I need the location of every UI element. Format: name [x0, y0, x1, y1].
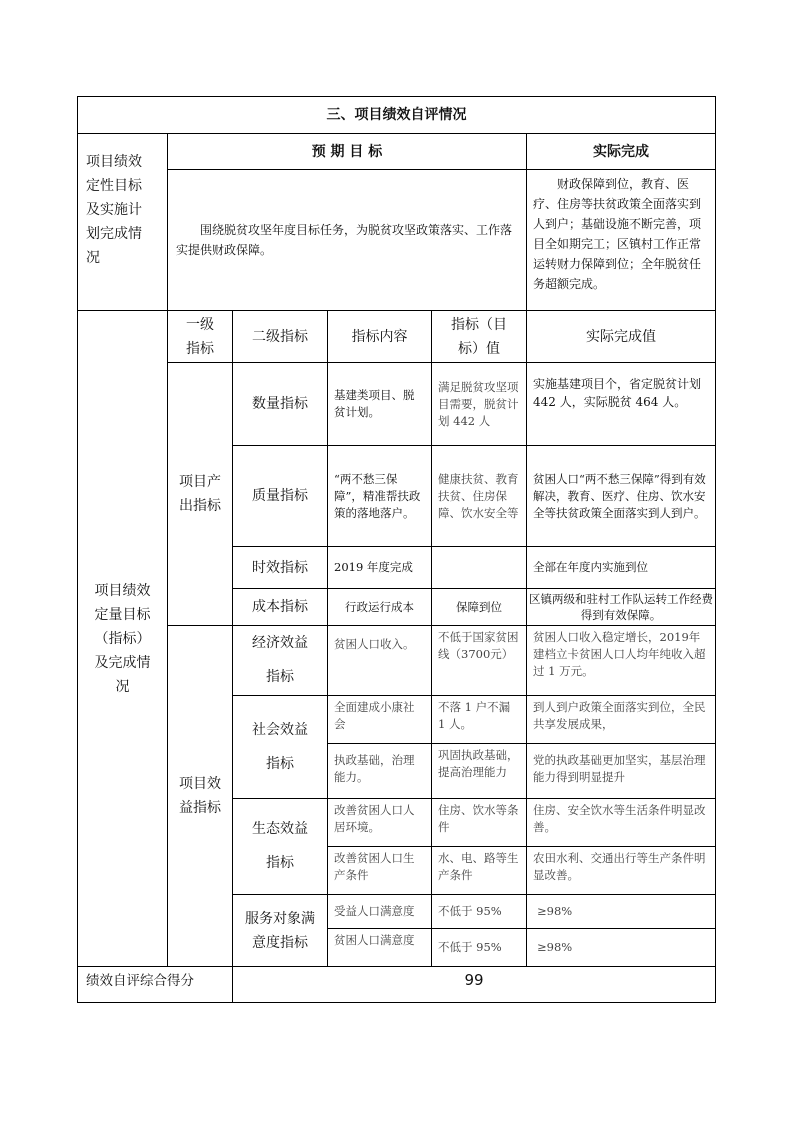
quantity-indicator: 数量指标 — [233, 363, 328, 446]
header-content: 指标内容 — [328, 311, 432, 363]
timeliness-actual: 全部在年度内实施到位 — [527, 547, 715, 589]
ecological-actual-2: 农田水利、交通出行等生产条件明显改善。 — [527, 847, 715, 895]
economic-content: 贫困人口收入。 — [328, 626, 432, 696]
header-level2: 二级指标 — [233, 311, 328, 363]
performance-table — [77, 96, 716, 1003]
ecological-content-1: 改善贫困人口人居环境。 — [328, 799, 432, 847]
header-level1: 一级 指标 — [168, 311, 233, 363]
quality-actual: 贫困人口“两不愁三保障”得到有效解决，教育、医疗、住房、饮水安全等扶贫政策全面落实到人到户。 — [527, 446, 715, 547]
timeliness-indicator: 时效指标 — [233, 547, 328, 589]
social-content-1: 全面建成小康社会 — [328, 696, 432, 744]
satisfaction-content-2: 贫困人口满意度 — [328, 929, 432, 967]
economic-benefit-indicator: 经济效益 指标 — [233, 626, 328, 696]
social-target-1: 不落 1 户不漏 1 人。 — [432, 696, 527, 744]
social-actual-1: 到人到户政策全面落实到位，全民共享发展成果， — [527, 696, 715, 744]
satisfaction-target-2: 不低于 95% — [432, 929, 527, 967]
cost-indicator: 成本指标 — [233, 589, 328, 626]
actual-completion-header: 实际完成 — [527, 134, 715, 170]
benefit-indicator-label: 项目效 益指标 — [168, 626, 233, 967]
quantity-target: 满足脱贫攻坚项目需要，脱贫计划 442 人 — [432, 363, 527, 446]
header-actual: 实际完成值 — [527, 311, 715, 363]
social-benefit-indicator: 社会效益 指标 — [233, 696, 328, 799]
quality-indicator: 质量指标 — [233, 446, 328, 547]
actual-completion-text-content: 财政保障到位，教育、医疗、住房等扶贫政策全面落实到人到户；基础设施不断完善，项目全如期完工；区镇村工作正常运转财力保障到位；全年脱贫任务超额完成。 — [533, 177, 702, 291]
quantitative-row-label: 项目绩效 定量目标 （指标） 及完成情 况 — [78, 311, 168, 967]
score-label: 绩效自评综合得分 — [78, 967, 233, 1002]
ecological-content-2: 改善贫困人口生产条件 — [328, 847, 432, 895]
satisfaction-target-1: 不低于 95% — [432, 895, 527, 929]
cost-content: 行政运行成本 — [328, 589, 432, 626]
expected-goal-text-content: 围绕脱贫攻坚年度目标任务，为脱贫攻坚政策落实、工作落实提供财政保障。 — [176, 223, 513, 257]
ecological-actual-1: 住房、安全饮水等生活条件明显改善。 — [527, 799, 715, 847]
social-content-2: 执政基础，治理能力。 — [328, 744, 432, 799]
ecological-target-2: 水、电、路等生产条件 — [432, 847, 527, 895]
quality-target: 健康扶贫、教育扶贫、住房保障、饮水安全等 — [432, 446, 527, 547]
satisfaction-indicator: 服务对象满 意度指标 — [233, 895, 328, 967]
ecological-target-1: 住房、饮水等条件 — [432, 799, 527, 847]
quantity-content: 基建类项目、脱贫计划。 — [328, 363, 432, 446]
satisfaction-content-1: 受益人口满意度 — [328, 895, 432, 929]
expected-goal-header: 预 期 目 标 — [168, 134, 527, 170]
timeliness-target — [432, 547, 527, 589]
satisfaction-actual-2: ≥98% — [527, 929, 715, 967]
qualitative-row-label: 项目绩效 定性目标 及实施计 划完成情 况 — [78, 134, 168, 311]
actual-completion-text — [527, 170, 715, 311]
expected-goal-text — [168, 170, 527, 311]
cost-actual: 区镇两级和驻村工作队运转工作经费得到有效保障。 — [527, 589, 715, 626]
social-target-2: 巩固执政基础，提高治理能力 — [432, 744, 527, 799]
cost-target: 保障到位 — [432, 589, 527, 626]
economic-target: 不低于国家贫困线（3700元） — [432, 626, 527, 696]
economic-actual: 贫困人口收入稳定增长，2019年建档立卡贫困人口人均年纯收入超过 1 万元。 — [527, 626, 715, 696]
quality-content: “两不愁三保障”，精准帮扶政策的落地落户。 — [328, 446, 432, 547]
ecological-benefit-indicator: 生态效益 指标 — [233, 799, 328, 895]
quantity-actual-text: 实施基建项目个，省定脱贫计划 442 人，实际脱贫 464 人。 — [533, 377, 702, 409]
header-target: 指标（目 标）值 — [432, 311, 527, 363]
satisfaction-actual-1: ≥98% — [527, 895, 715, 929]
score-value: 99 — [464, 971, 484, 989]
output-indicator-label: 项目产 出指标 — [168, 363, 233, 626]
section-title: 三、项目绩效自评情况 — [78, 97, 715, 134]
social-actual-2: 党的执政基础更加坚实，基层治理能力得到明显提升 — [527, 744, 715, 799]
quantity-actual — [527, 363, 715, 446]
timeliness-content: 2019 年度完成 — [328, 547, 432, 589]
